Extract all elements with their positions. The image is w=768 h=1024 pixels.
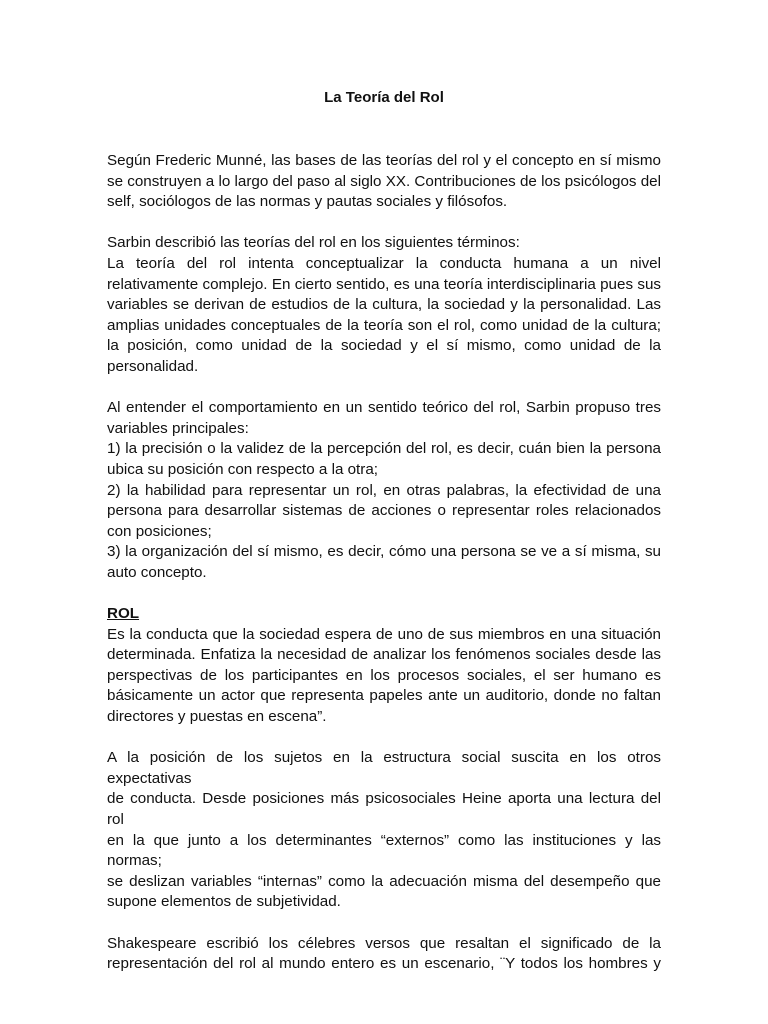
paragraph-shakespeare: [107, 934, 661, 975]
text-line: supone elementos de subjetividad.: [107, 893, 341, 911]
text-line: relativamente complejo. En cierto sentido, es una teoría interdisciplinaria pues sus: [107, 275, 661, 293]
section-heading-rol: ROL: [107, 605, 140, 623]
text-line: la posición, como unidad de la sociedad y el sí mismo, como unidad de la: [107, 337, 661, 355]
text-line: en la que junto a los determinantes “externos” como las instituciones y las normas;: [107, 831, 661, 870]
text-line: se deslizan variables “internas” como la adecuación misma del desempeño que: [107, 872, 661, 890]
paragraph-posicion: [107, 748, 661, 913]
text-line: self, sociólogos de las normas y pautas sociales y filósofos.: [107, 193, 508, 211]
text-line: Al entender el comportamiento en un sentido teórico del rol, Sarbin propuso tres: [107, 399, 661, 417]
text-line: auto concepto.: [107, 563, 207, 581]
document-title: La Teoría del Rol: [324, 89, 444, 106]
text-line: representación del rol al mundo entero es un escenario, ¨Y todos los hombres y: [107, 955, 661, 973]
paragraph-sarbin-definition: [107, 233, 661, 377]
text-line: persona para desarrollar sistemas de acciones o representar roles relacionados: [107, 502, 661, 520]
text-line: ubica su posición con respecto a la otra;: [107, 460, 379, 478]
text-line: 1) la precisión o la validez de la percepción del rol, es decir, cuán bien la persona: [107, 440, 661, 458]
text-line: 3) la organización del sí mismo, es decir, cómo una persona se ve a sí misma, su: [107, 543, 661, 561]
text-line: Es la conducta que la sociedad espera de uno de sus miembros en una situación: [107, 625, 661, 643]
paragraph-rol: [107, 604, 661, 728]
text-line: Shakespeare escribió los célebres versos que resaltan el significado de la: [107, 934, 661, 952]
text-line: personalidad.: [107, 357, 199, 375]
text-line: Sarbin describió las teorías del rol en los siguientes términos:: [107, 234, 520, 252]
text-line: A la posición de los sujetos en la estructura social suscita en los otros expectativas: [107, 749, 661, 787]
paragraph-munne: [107, 151, 661, 213]
text-line: amplias unidades conceptuales de la teoría son el rol, como unidad de la cultura;: [107, 316, 661, 334]
text-line: perspectivas de los participantes en los procesos sociales, el ser humano es: [107, 666, 661, 684]
text-line: de conducta. Desde posiciones más psicosociales Heine aporta una lectura del rol: [107, 790, 661, 828]
text-line: determinada. Enfatiza la necesidad de analizar los fenómenos sociales desde las: [107, 646, 661, 664]
text-line: se construyen a lo largo del paso al siglo XX. Contribuciones de los psicólogos del: [107, 172, 661, 190]
text-line: directores y puestas en escena”.: [107, 708, 327, 726]
text-line: variables se derivan de estudios de la cultura, la sociedad y la personalidad. Las: [107, 296, 661, 314]
text-line: con posiciones;: [107, 522, 212, 540]
text-line: La teoría del rol intenta conceptualizar la conducta humana a un nivel: [107, 254, 661, 272]
text-line: básicamente un actor que representa papeles ante un auditorio, donde no faltan: [107, 687, 661, 705]
text-line: 2) la habilidad para representar un rol, en otras palabras, la efectividad de una: [107, 481, 661, 499]
paragraph-sarbin-variables: [107, 398, 661, 583]
text-line: variables principales:: [107, 419, 249, 437]
text-line: Según Frederic Munné, las bases de las teorías del rol y el concepto en sí mismo: [107, 152, 661, 169]
